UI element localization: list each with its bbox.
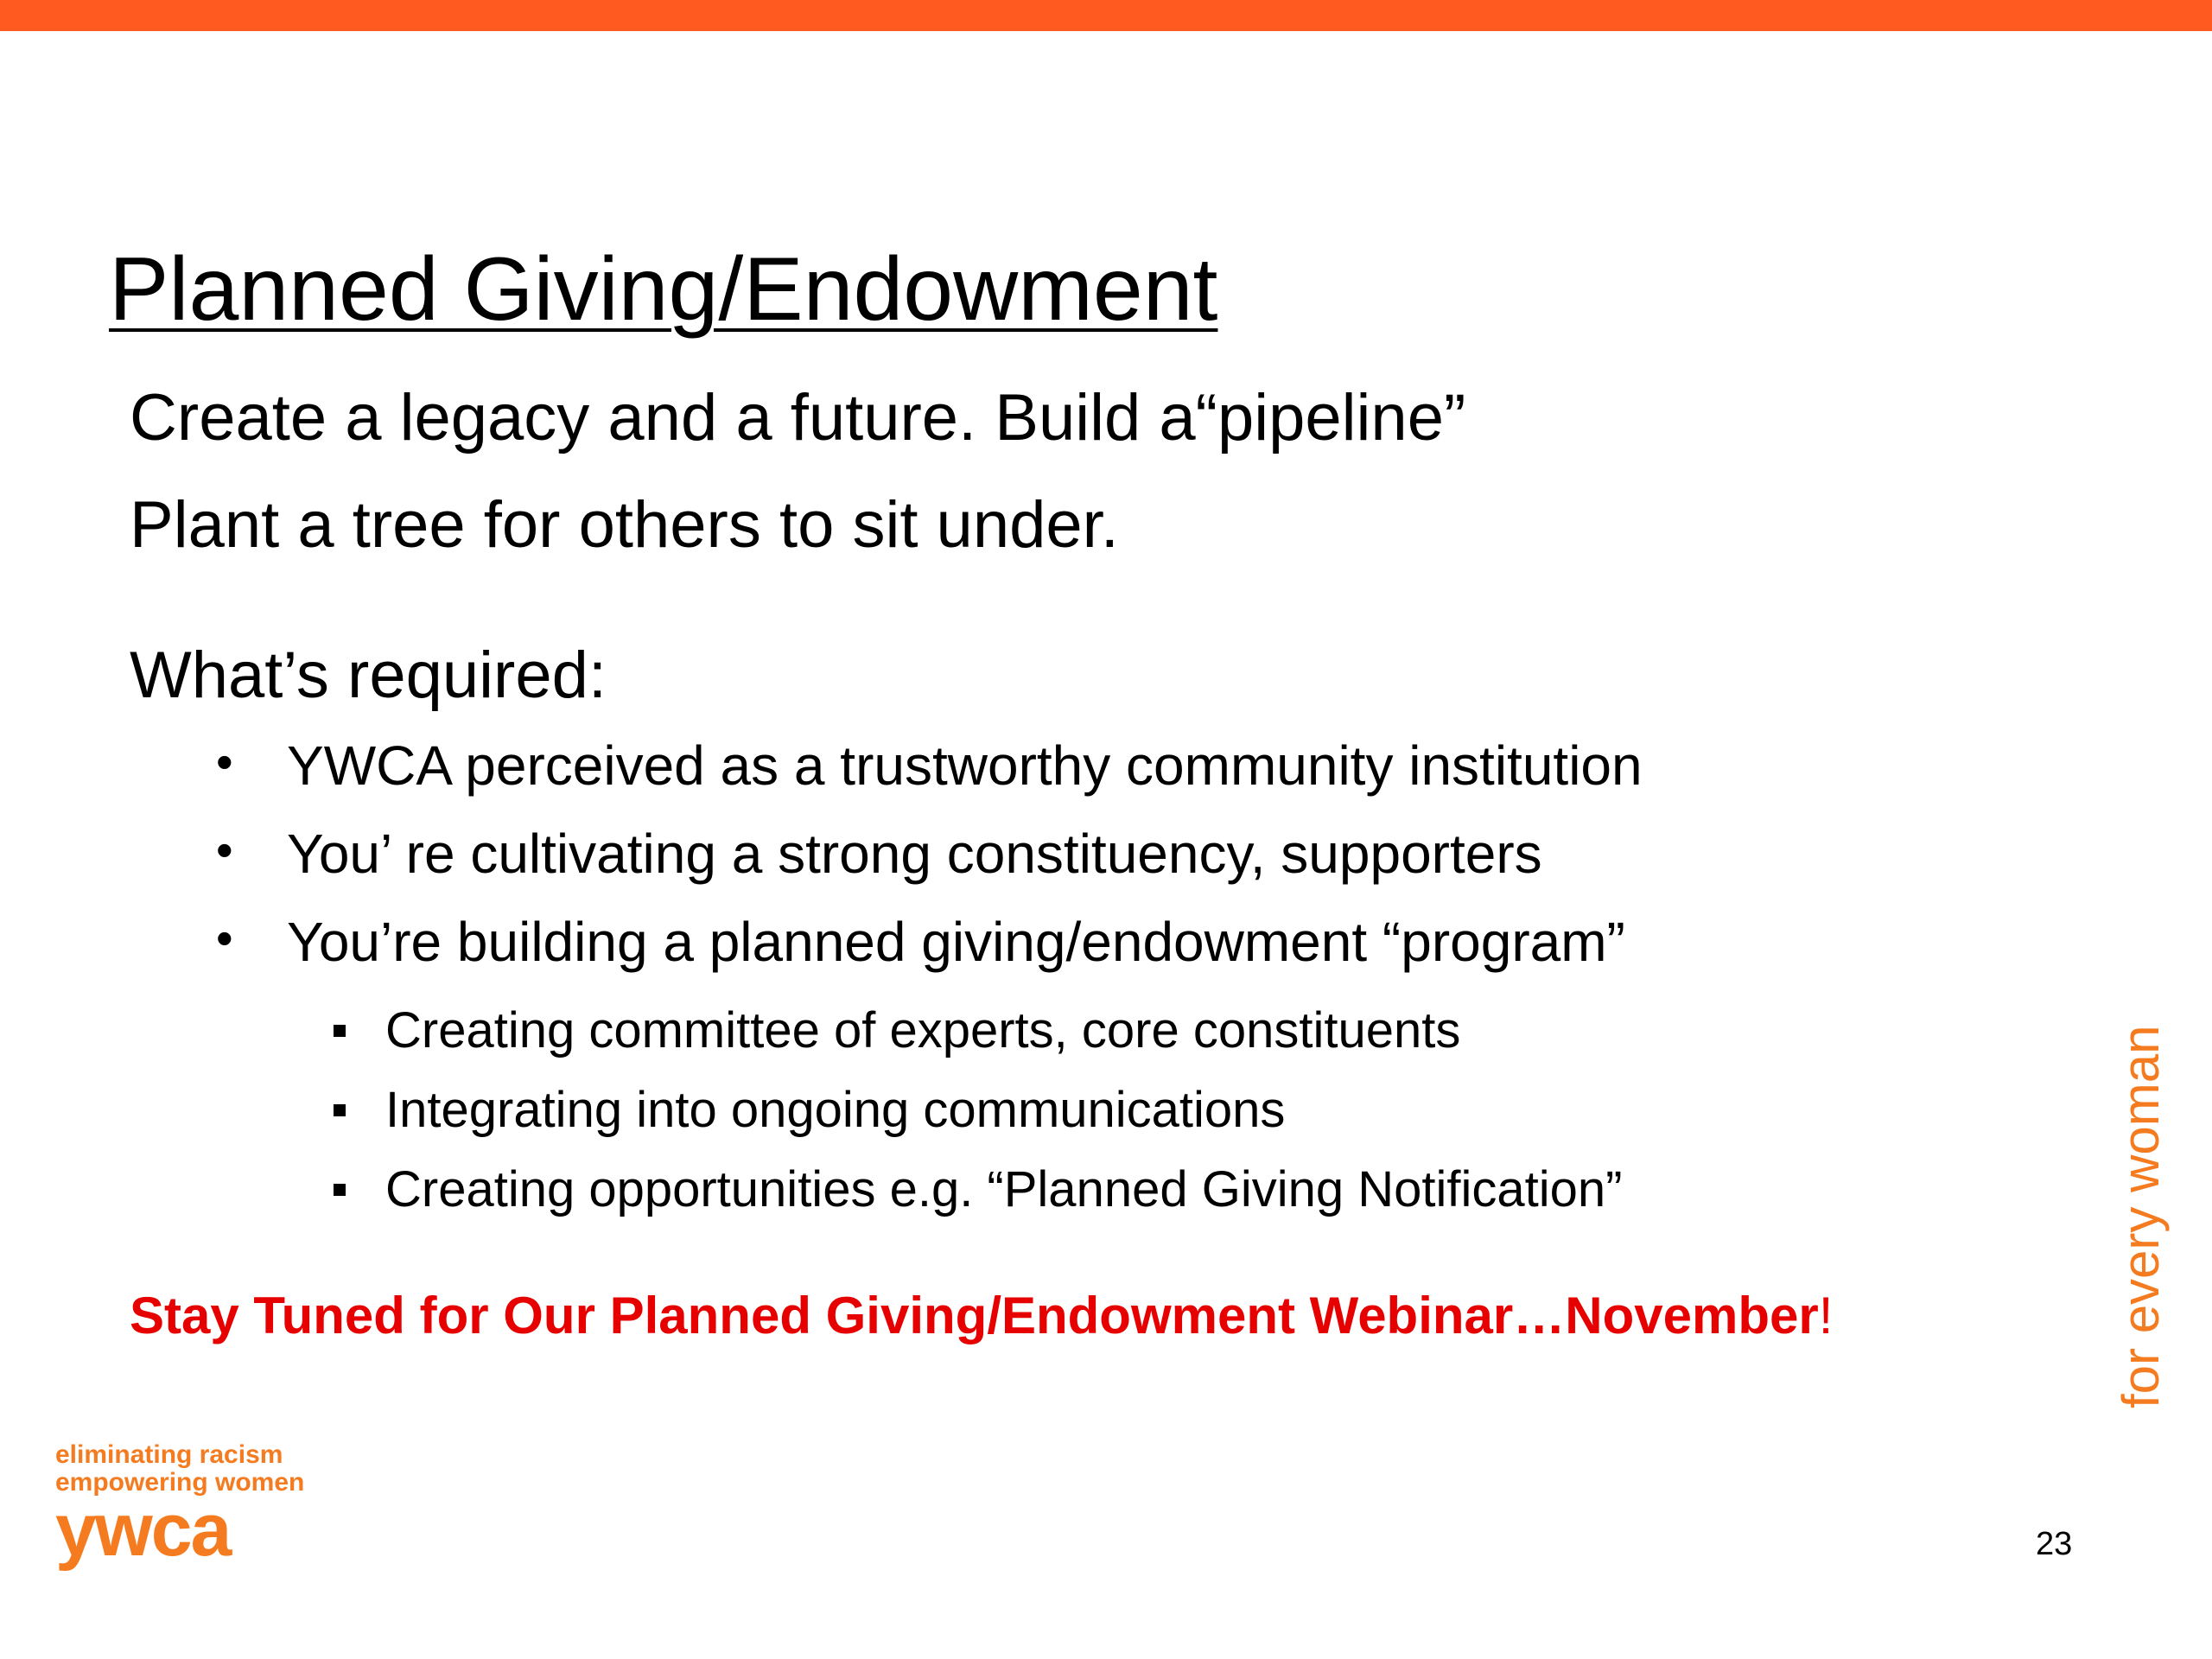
list-item-text: Creating committee of experts, core constituents — [385, 1002, 1461, 1058]
callout-bold-text: Stay Tuned for Our Planned Giving/Endowment Webinar…November — [130, 1287, 1819, 1344]
logo-wordmark: ywca — [55, 1489, 231, 1572]
program-sub-list — [334, 1002, 1622, 1241]
square-bullet-icon — [334, 1025, 346, 1037]
list-item — [334, 1002, 1622, 1082]
ywca-logo — [55, 1440, 349, 1572]
bullet-dot-icon: • — [216, 734, 233, 789]
list-item-text: Integrating into ongoing communications — [385, 1082, 1286, 1138]
tagline-vertical: for every woman — [2112, 1025, 2170, 1408]
list-item-text: You’re building a planned giving/endowment “program” — [287, 911, 1625, 973]
list-item — [334, 1082, 1622, 1161]
list-item — [216, 734, 1643, 823]
top-accent-bar — [0, 0, 2212, 31]
list-item-text: You’ re cultivating a strong constituency, supporters — [287, 823, 1542, 885]
square-bullet-icon — [334, 1184, 346, 1196]
callout-exclamation: ! — [1818, 1287, 1834, 1344]
webinar-callout — [130, 1286, 1833, 1345]
required-heading: What’s required: — [130, 639, 607, 712]
bullet-dot-icon: • — [216, 823, 233, 877]
list-item — [216, 911, 1643, 999]
list-item-text: YWCA perceived as a trustworthy community institution — [287, 734, 1643, 797]
logo-line-women: empowering women — [55, 1467, 305, 1497]
list-item — [216, 823, 1643, 911]
bullet-dot-icon: • — [216, 911, 233, 965]
requirements-list — [216, 734, 1643, 999]
intro-line-tree: Plant a tree for others to sit under. — [130, 488, 1119, 562]
list-item — [334, 1161, 1622, 1241]
logo-line-racism: eliminating racism — [55, 1440, 283, 1469]
list-item-text: Creating opportunities e.g. “Planned Giving Notification” — [385, 1161, 1623, 1217]
slide-title: Planned Giving/Endowment — [109, 239, 1218, 340]
square-bullet-icon — [334, 1104, 346, 1116]
intro-line-legacy: Create a legacy and a future. Build a“pipeline” — [130, 381, 1466, 454]
page-number: 23 — [2036, 1526, 2073, 1562]
